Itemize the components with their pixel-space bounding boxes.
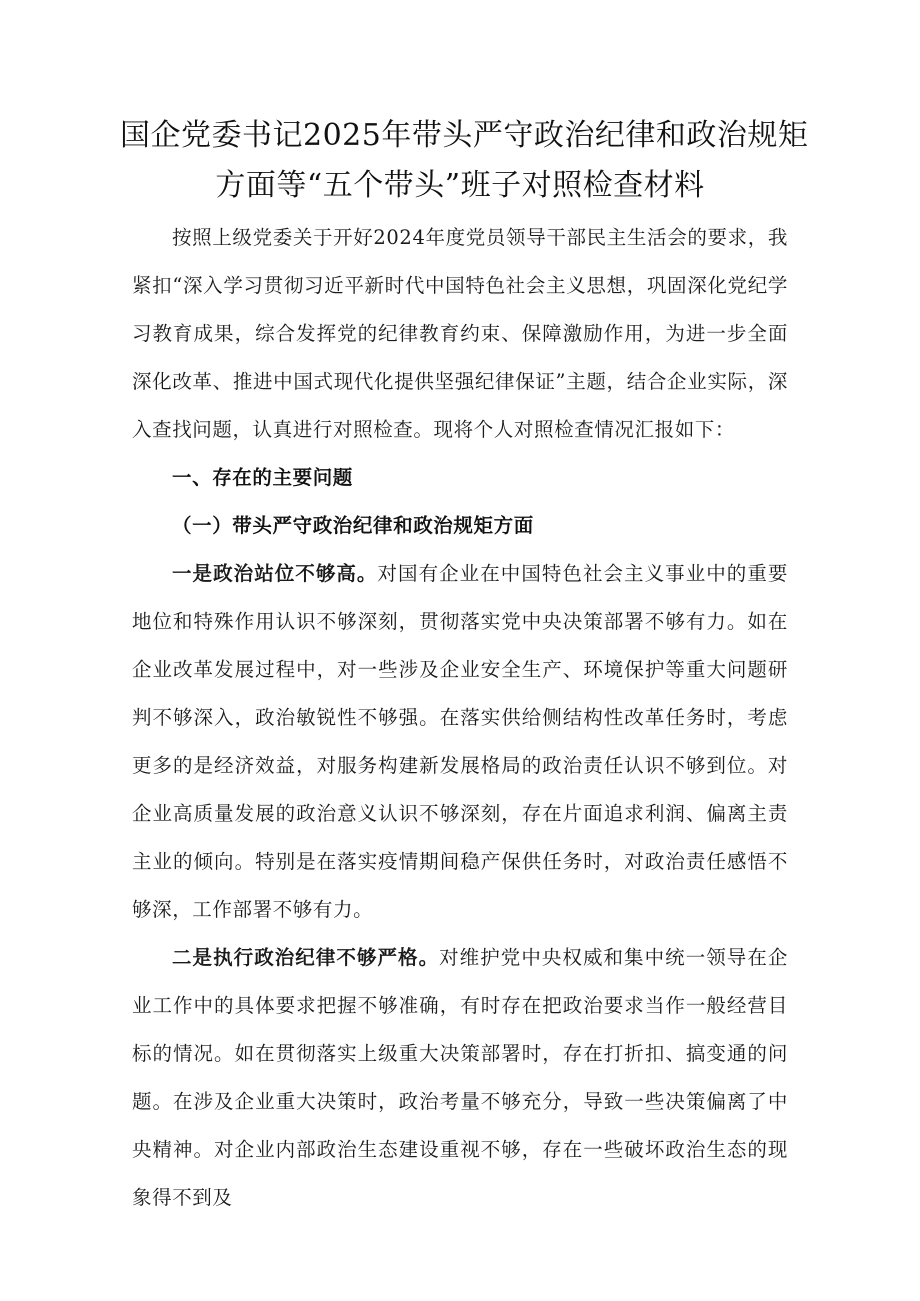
section-heading: 一、存在的主要问题 bbox=[172, 466, 353, 489]
point-1-text: 对国有企业在中国特色社会主义事业中的重要地位和特殊作用认识不够深刻，贯彻落实党中央决策部署不够有力。如在企业改革发展过程中，对一些涉及企业安全生产、环境保护等重大问题研判不够深入，政治敏锐性不够强。在落实供给侧结构性改革任务时，考虑更多的是经济效益，对服务构建新发展格局的政治责任认识不够到位。对企业高质量发展的政治意义认识不够深刻，存在片面追求利润、偏离主责主业的倾向。特别是在落实疫情期间稳产保供任务时，对政治责任感悟不够深，工作部署不够有力。 bbox=[132, 562, 788, 921]
intro-paragraph: 按照上级党委关于开好2024年度党员领导干部民主生活会的要求，我紧扣“深入学习贯彻习近平新时代中国特色社会主义思想，巩固深化党纪学习教育成果，综合发挥党的纪律教育约束、保障激励作用，为进一步全面深化改革、推进中国式现代化提供坚强纪律保证”主题，结合企业实际，深入查找问题，认真进行对照检查。现将个人对照检查情况汇报如下： bbox=[132, 226, 788, 441]
point-2-paragraph bbox=[132, 934, 788, 1222]
document-title-line-2: 方面等“五个带头”班子对照检查材料 bbox=[215, 168, 705, 203]
point-1-lead: 一是政治站位不够高。 bbox=[172, 562, 378, 585]
point-1-paragraph bbox=[132, 550, 788, 934]
document-title-line-1: 国企党委书记2025年带头严守政治纪律和政治规矩 bbox=[120, 118, 809, 153]
point-2-lead: 二是执行政治纪律不够严格。 bbox=[172, 946, 440, 969]
subsection-heading: （一）带头严守政治纪律和政治规矩方面 bbox=[172, 514, 534, 537]
point-2-text: 对维护党中央权威和集中统一领导在企业工作中的具体要求把握不够准确，有时存在把政治要求当作一般经营目标的情况。如在贯彻落实上级重大决策部署时，存在打折扣、搞变通的问题。在涉及企业重大决策时，政治考量不够充分，导致一些决策偏离了中央精神。对企业内部政治生态建设重视不够，存在一些破坏政治生态的现象得不到及 bbox=[132, 946, 788, 1209]
